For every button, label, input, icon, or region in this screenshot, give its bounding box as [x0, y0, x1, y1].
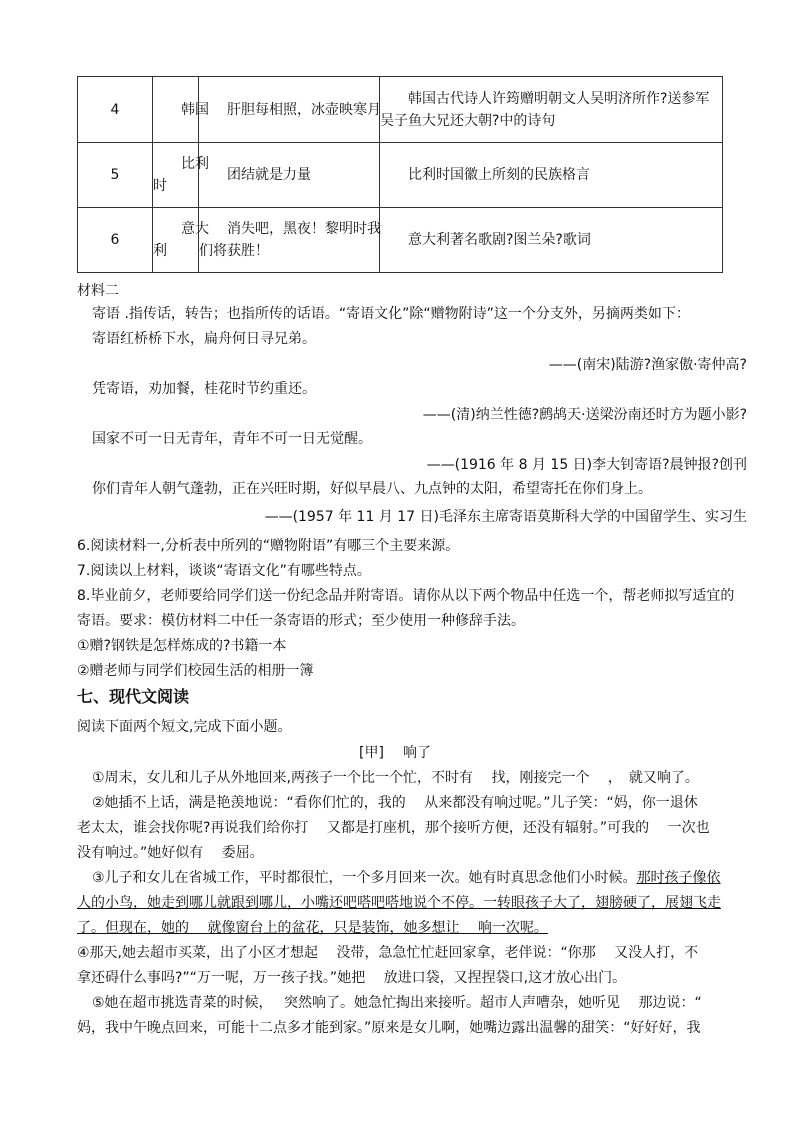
option-2: ②赠老师与同学们校园生活的相册一簿 — [77, 663, 314, 679]
material2-intro: 寄语 .指传话，转告；也指所传的话语。“寄语文化”除“赠物附诗”这一个分支外，另摘两类如下： — [92, 306, 690, 322]
story-label: [甲] — [359, 745, 384, 761]
quote-source: ——(1957 年 11 月 17 日)毛泽东主席寄语莫斯科大学的中国留学生、实习生 — [264, 509, 747, 525]
source-line: 比利时国徽上所刻的民族格言 — [408, 167, 590, 183]
story-paragraph-2: ②她插不上话，满是艳羡地说：“看你们忙的，我的 从来都没有响过呢。”儿子笑：“妈，你一退休 — [92, 795, 698, 811]
quote-text: 凭寄语，劝加餐，桂花时节约重还。 — [92, 381, 316, 397]
phrase-cell — [199, 77, 380, 143]
row-number: 4 — [78, 77, 153, 143]
story-paragraph-4: ④那天,她去超市买菜，出了小区才想起 没带，急急忙忙赶回家拿，老伴说：“你那 又没人打，不 — [77, 945, 699, 961]
phrase-line: 团结就是力量 — [227, 167, 311, 183]
story-paragraph-3 — [92, 867, 721, 887]
quote-text: 你们青年人朝气蓬勃，正在兴旺时期，好似早晨八、九点钟的太阳，希望寄托在你们身上。 — [92, 481, 652, 497]
country-cell — [153, 143, 209, 208]
quote-source: ——(清)纳兰性德?鹧鸪天·送梁汾南还时方为题小影? — [422, 407, 747, 423]
source-line: 意大利著名歌剧?图兰朵?歌词 — [408, 232, 591, 248]
phrase-line: 消失吧，黑夜！黎明时我 — [227, 221, 381, 237]
table-row — [78, 143, 723, 208]
country-cell — [153, 208, 209, 273]
underlined-text: 人的小鸟，她走到哪儿就跟到哪儿，小嘴还吧嗒吧嗒地说个不停。一转眼孩子大了，翅膀硬了，展翅飞走 — [77, 895, 721, 911]
source-cell — [380, 77, 723, 143]
question-7: 7.阅读以上材料，谈谈“寄语文化”有哪些特点。 — [77, 563, 371, 579]
material2-heading: 材料二 — [77, 283, 119, 299]
phrase-cell — [199, 143, 380, 208]
question-6: 6.阅读材料一,分析表中所列的“赠物附语”有哪三个主要来源。 — [77, 538, 460, 554]
quote-text: 寄语红桥桥下水，扁舟何日寻兄弟。 — [92, 331, 316, 347]
phrase-cell — [199, 208, 380, 273]
phrase-line: 们将获胜！ — [199, 243, 269, 259]
table-row — [78, 77, 723, 143]
quote-source: ——(1916 年 8 月 15 日)李大钊寄语?晨钟报?创刊 — [426, 457, 747, 473]
quote-source: ——(南宋)陆游?渔家傲·寄仲高? — [548, 357, 747, 373]
story-title: 响了 — [403, 745, 431, 761]
country-line: 韩国 — [181, 101, 209, 118]
question-8-line1: 8.毕业前夕，老师要给同学们送一份纪念品并附寄语。请你从以下两个物品中任选一个，帮老师拟写适宜的 — [77, 588, 735, 604]
story-paragraph-2-cont: 没有响过。”她好似有 委屈。 — [77, 845, 264, 861]
source-line: 吴子鱼大兄还大朝?中的诗句 — [380, 112, 556, 129]
country-line: 比利 — [181, 156, 209, 172]
country-cell — [153, 77, 209, 143]
phrase-line: 肝胆每相照，冰壶映寒月 — [227, 101, 381, 118]
row-number: 6 — [78, 208, 153, 273]
section-instruction: 阅读下面两个短文,完成下面小题。 — [77, 719, 292, 735]
quote-text: 国家不可一日无青年，青年不可一日无觉醒。 — [92, 431, 372, 447]
section-heading: 七、现代文阅读 — [77, 687, 190, 706]
story-paragraph-4-cont: 拿还碍什么事吗?”“万一呢，万一孩子找。”她把 放进口袋，又捏捏袋口,这才放心出门。 — [77, 970, 627, 986]
underlined-text: 那时孩子像依 — [636, 870, 721, 886]
story-paragraph-5-cont: 妈，我中午晚点回来，可能十二点多才能到家。”原来是女儿啊，她嘴边露出温馨的甜笑：“好好好，我 — [77, 1020, 701, 1036]
row-number: 5 — [78, 143, 153, 208]
story-text: ③儿子和女儿在省城工作，平时都很忙，一个多月回来一次。她有时真思念他们小时候。 — [92, 870, 637, 886]
story-paragraph-5: ⑤她在超市挑选青菜的时候， 突然响了。她急忙掏出来接听。超市人声嘈杂，她听见 那边说：“ — [92, 995, 702, 1011]
country-line: 意大 — [181, 221, 209, 237]
country-line: 利 — [153, 243, 167, 259]
story-paragraph-1: ①周末，女儿和儿子从外地回来,两孩子一个比一个忙，不时有 找，刚接完一个 ， 就又响了。 — [92, 770, 699, 786]
source-cell — [380, 143, 723, 208]
underlined-text: 了。但现在，她的 就像窗台上的盆花，只是装饰，她多想让 响一次呢。 — [77, 920, 548, 936]
story-paragraph-2-cont: 老太太，谁会找你呢?再说我们给你打 又都是打座机，那个接听方便，还没有辐射。”可我的 一次也 — [77, 820, 710, 836]
source-line: 韩国古代诗人许筠赠明朝文人吴明济所作?送参军 — [408, 90, 710, 107]
option-1: ①赠?钢铁是怎样炼成的?书籍一本 — [77, 638, 287, 654]
source-cell — [380, 208, 723, 273]
country-line: 时 — [153, 178, 167, 194]
gift-phrase-table — [77, 76, 723, 273]
table-row — [78, 208, 723, 273]
question-8-line2: 寄语。要求：模仿材料二中任一条寄语的形式；至少使用一种修辞手法。 — [77, 613, 525, 629]
